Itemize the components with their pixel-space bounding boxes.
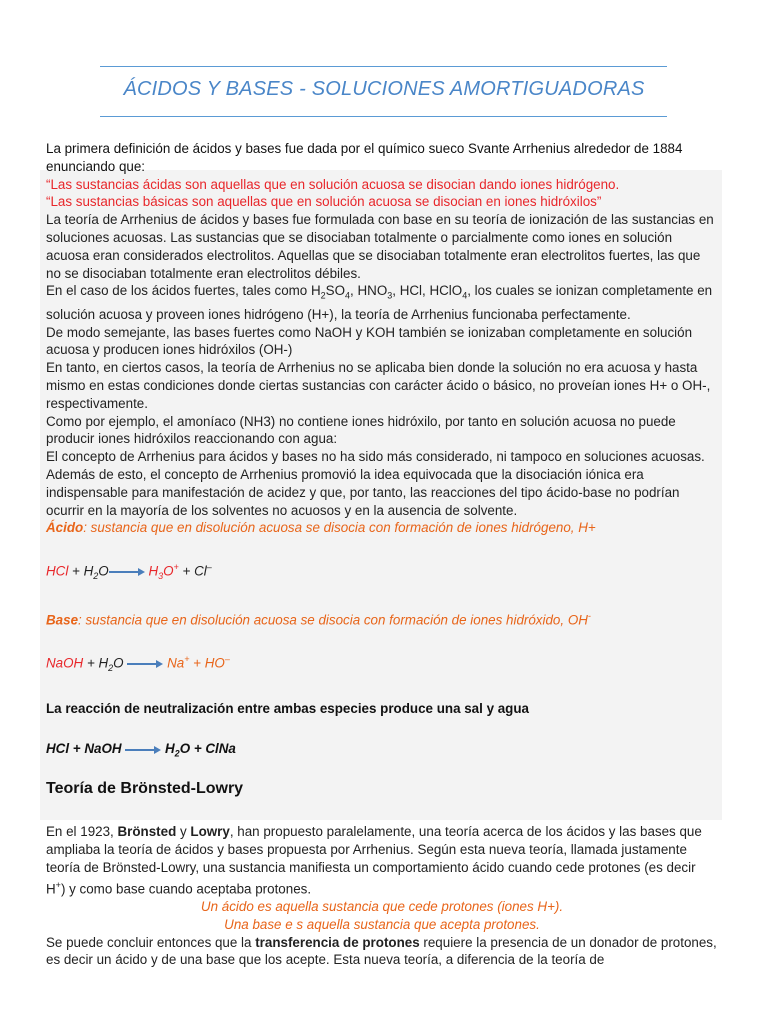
page-title: ÁCIDOS Y BASES - SOLUCIONES AMORTIGUADORAS <box>123 78 645 100</box>
acid-definition: Ácido: sustancia que en disolución acuosa se disocia con formación de iones hidrógeno, H+ <box>46 520 596 536</box>
neutralization-text: La reacción de neutralización entre ambas especies produce una sal y agua <box>46 701 529 717</box>
base-term: Base <box>46 612 79 628</box>
reaction-arrow-icon <box>127 659 163 669</box>
top-rule <box>100 66 667 67</box>
section-heading-bronsted: Teoría de Brönsted-Lowry <box>46 779 244 797</box>
paragraph-ammonia: Como por ejemplo, el amoníaco (NH3) no contiene iones hidróxilo, por tanto en solución acuosa no puede producir iones hidróxilos reaccionando con agua: <box>46 413 676 447</box>
reaction-arrow-icon <box>125 745 161 755</box>
paragraph-proton-transfer: Se puede concluir entonces que la transferencia de protones requiere la presencia de un donador de protones, es decir un ácido y de una base que los acepte. Esta nueva teoría, a diferencia de la teoría de <box>46 934 717 968</box>
paragraph-ionization: La teoría de Arrhenius de ácidos y bases fue formulada con base en su teoría de ionización de las sustancias en soluciones acuosas. Las sustancias que se disociaban totalmente o parcialmente como iones en solución acuosa eran considerados electrolitos. Aquellas que se disociaban totalmente eran electrolitos fuertes, las que no se disociaban totalmente eran electrolitos débiles. <box>46 212 714 281</box>
paragraph-bronsted-intro: En el 1923, Brönsted y Lowry, han propuesto paralelamente, una teoría acerca de los ácidos y las bases que ampliaba la teoría de ácidos y bases propuesta por Arrhenius. Según esta nueva teoría, llamada justamente teoría de Brönsted-Lowry, una sustancia manifiesta un comportamiento ácido cuando cede protones (es decir H+) y como base cuando aceptaba protones. <box>46 824 702 897</box>
base-equation: NaOH + $H_2O$ Na+ + HO– <box>46 654 230 674</box>
paragraph-concept: El concepto de Arrhenius para ácidos y bases no ha sido más considerado, ni tampoco en soluciones acuosas. <box>46 449 705 465</box>
bronsted-base-definition: Una base e s aquella sustancia que acepta protones. <box>224 916 540 932</box>
acid-equation: HCl + $H_2O$ $H_3O^+ + Cl^-$ <box>46 562 212 582</box>
document-body <box>46 140 718 969</box>
bronsted-acid-definition: Un ácido es aquella sustancia que cede protones (iones H+). <box>200 899 564 915</box>
base-definition: Base: sustancia que en disolución acuosa se disocia con formación de iones hidróxido, OH- <box>46 611 591 628</box>
quote-bases: “Las sustancias básicas son aquellas que en solución acuosa se disocian en iones hidróxilos” <box>46 194 602 210</box>
acid-term: Ácido <box>46 520 84 536</box>
paragraph-limitations: En tanto, en ciertos casos, la teoría de Arrhenius no se aplicaba bien donde la solución no era acuosa y hasta mismo en estas condiciones donde ciertas sustancias con carácter ácido o básico, no proveían iones H+ o OH-, respectivamente. <box>46 360 711 411</box>
neutralization-equation: HCl + NaOH $H_2O$ + ClNa <box>46 741 236 759</box>
reaction-arrow-icon <box>109 567 145 577</box>
paragraph-strong-bases: De modo semejante, las bases fuertes como NaOH y KOH también se ionizaban completamente en solución acuosa y producen iones hidróxilos (OH-) <box>46 324 693 358</box>
bottom-rule <box>100 116 667 117</box>
paragraph-strong-acids: En el caso de los ácidos fuertes, tales como $H_2SO_4$, $HNO_3$, HCl, HClO$_4$, los cuales se ionizan completamente en solución acuosa y proveen iones hidrógeno (H+), la teoría de Arrhenius funcionaba perfectamente. <box>46 283 713 322</box>
quote-acids: “Las sustancias ácidas son aquellas que en solución acuosa se disocian dando iones hidrógeno. <box>46 176 620 192</box>
paragraph-misconception: Además de esto, el concepto de Arrhenius promovió la idea equivocada que la disociación iónica era indispensable para manifestación de acidez y que, por tanto, las reacciones del tipo ácido-base no podrían ocurrir en la mayoría de los solventes no acuosos y en la ausencia de solvente. <box>46 467 680 518</box>
intro-line: La primera definición de ácidos y bases fue dada por el químico sueco Svante Arrhenius alrededor de 1884 enunciando que: <box>46 141 683 174</box>
